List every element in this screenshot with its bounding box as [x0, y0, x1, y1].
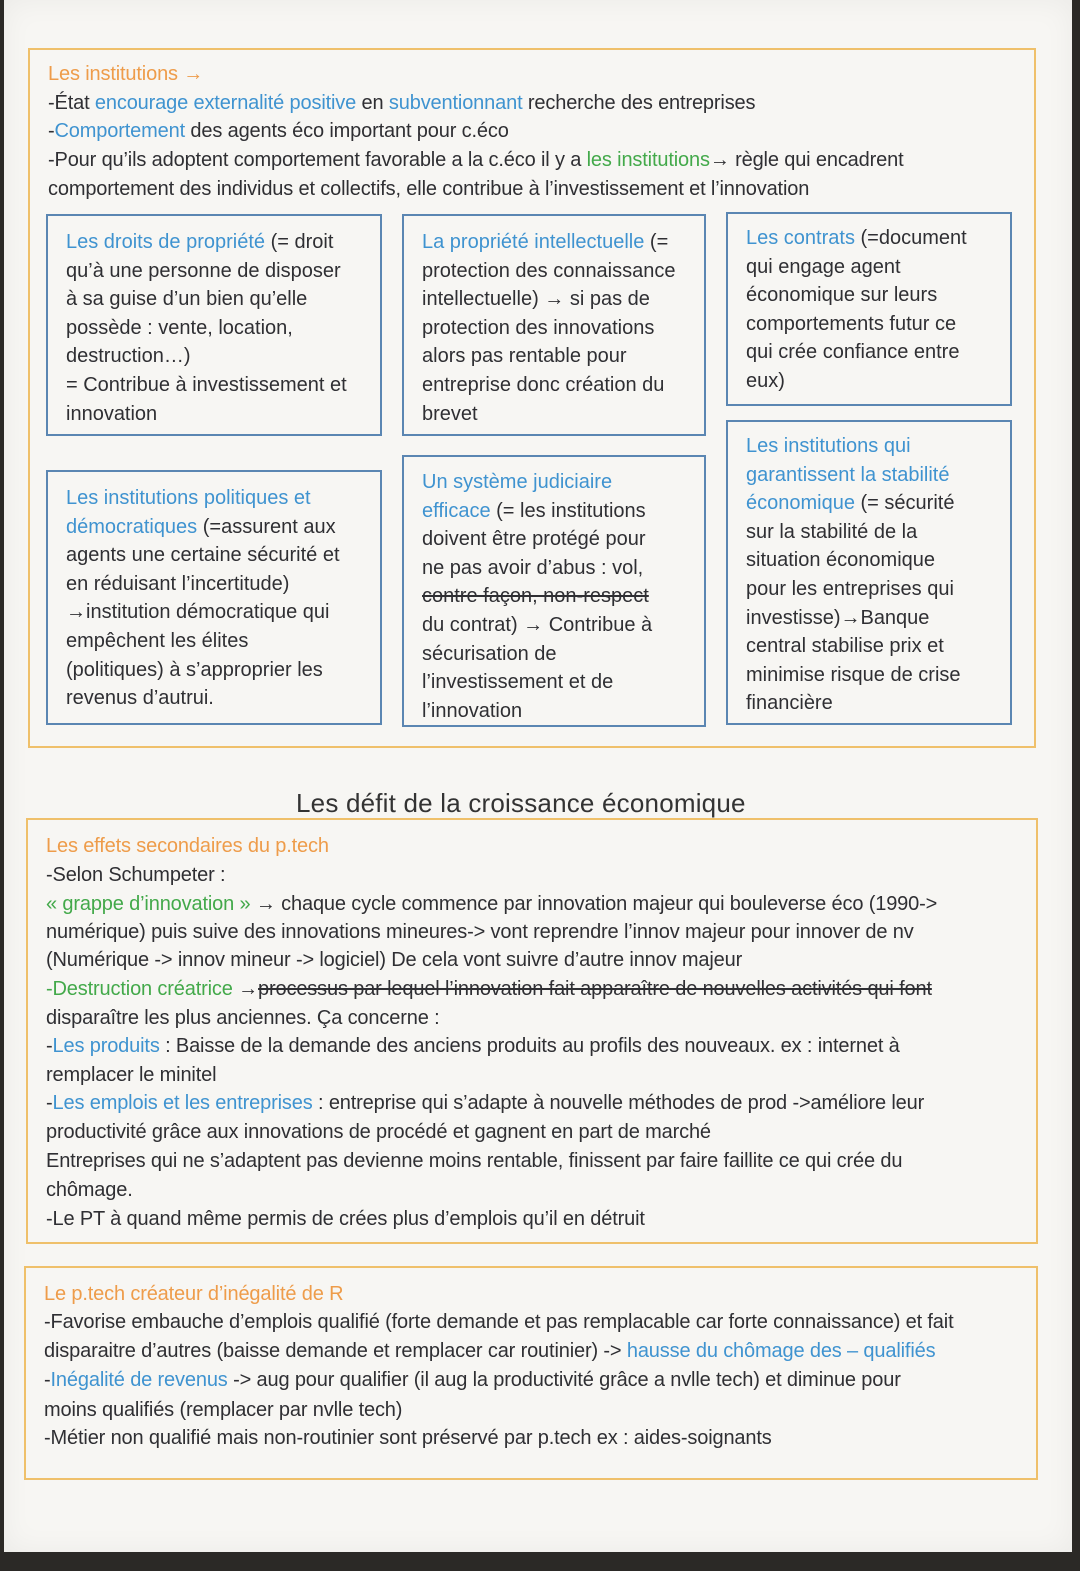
box-contrats: Les contrats (=document qui engage agent économique sur leurs comportements futur ce qui crée confiance entre eux) — [726, 212, 1012, 406]
effets-line-2: « grappe d’innovation » → chaque cycle commence par innovation majeur qui bouleverse éco (1990-> — [46, 893, 938, 915]
effets-line-7: -Les produits : Baisse de la demande des anciens produits au profils des nouveaux. ex : internet à — [46, 1035, 900, 1057]
box-droits-propriete: Les droits de propriété (= droit qu’à une personne de disposer à sa guise d’un bien qu’elle possède : vente, location, destruction…) = Contribue à investissement et innovation — [46, 214, 382, 436]
effets-line-4: (Numérique -> innov mineur -> logiciel) De cela vont suivre d’autre innov majeur — [46, 949, 743, 971]
box-stabilite-economique: Les institutions qui garantissent la stabilité économique (= sécurité sur la stabilité de la situation économique pour les entreprises qui investisse)→Banque central stabilise prix et minimise risque de crise financière — [726, 420, 1012, 725]
section-heading: Les défit de la croissance économique — [296, 788, 746, 818]
effets-line-1: -Selon Schumpeter : — [46, 864, 226, 886]
institutions-title: Les institutions → — [48, 63, 204, 85]
institutions-line-1: -État encourage externalité positive en subventionnant recherche des entreprises — [48, 92, 756, 114]
inegalite-line-5: -Métier non qualifié mais non-routinier sont préservé par p.tech ex : aides-soignants — [44, 1427, 772, 1449]
box-institutions-politiques: Les institutions politiques et démocratiques (=assurent aux agents une certaine sécurité et en réduisant l’incertitude) →institution démocratique qui empêchent les élites (politiques) à s’approprier les revenus d’autrui. — [46, 470, 382, 725]
paper-sheet — [4, 0, 1072, 1552]
effets-line-5: -Destruction créatrice →processus par lequel l’innovation fait apparaître de nouvelles activités qui font — [46, 978, 932, 1000]
institutions-line-2: -Comportement des agents éco important pour c.éco — [48, 120, 509, 142]
effets-line-10: productivité grâce aux innovations de procédé et gagnent en part de marché — [46, 1121, 711, 1143]
effets-line-12: chômage. — [46, 1179, 133, 1201]
institutions-line-3: -Pour qu’ils adoptent comportement favorable a la c.éco il y a les institutions→ règle qui encadrent — [48, 149, 904, 171]
effets-line-3: numérique) puis suive des innovations mineures-> vont reprendre l’innov majeur pour innover de nv — [46, 921, 914, 943]
inegalite-line-4: moins qualifiés (remplacer par nvlle tech) — [44, 1399, 403, 1421]
inegalite-line-3: -Inégalité de revenus -> aug pour qualifier (il aug la productivité grâce a nvlle tech) et diminue pour — [44, 1369, 901, 1391]
effets-line-11: Entreprises qui ne s’adaptent pas devienne moins rentable, finissent par faire faillite ce qui crée du — [46, 1150, 903, 1172]
effets-line-6: disparaître les plus anciennes. Ça concerne : — [46, 1007, 440, 1029]
inegalite-title: Le p.tech créateur d’inégalité de R — [44, 1283, 344, 1305]
box-propriete-intellectuelle: La propriété intellectuelle (= protection des connaissance intellectuelle) → si pas de protection des innovations alors pas rentable pour entreprise donc création du brevet — [402, 214, 706, 436]
effets-title: Les effets secondaires du p.tech — [46, 835, 329, 857]
effets-line-8: remplacer le minitel — [46, 1064, 217, 1086]
inegalite-line-2: disparaitre d’autres (baisse demande et remplacer car routinier) -> hausse du chômage des – qualifiés — [44, 1340, 936, 1362]
institutions-line-4: comportement des individus et collectifs, elle contribue à l’investissement et l’innovation — [48, 178, 810, 200]
effets-line-13: -Le PT à quand même permis de crées plus d’emplois qu’il en détruit — [46, 1208, 645, 1230]
effets-line-9: -Les emplois et les entreprises : entreprise qui s’adapte à nouvelle méthodes de prod ->améliore leur — [46, 1092, 925, 1114]
box-systeme-judiciaire: Un système judiciaire efficace (= les institutions doivent être protégé pour ne pas avoir d’abus : vol, contre façon, non-respect du contrat) → Contribue à sécurisation de l’investissement et de l’innovation — [402, 455, 706, 727]
inegalite-line-1: -Favorise embauche d’emplois qualifié (forte demande et pas remplacable car forte connaissance) et fait — [44, 1311, 954, 1333]
